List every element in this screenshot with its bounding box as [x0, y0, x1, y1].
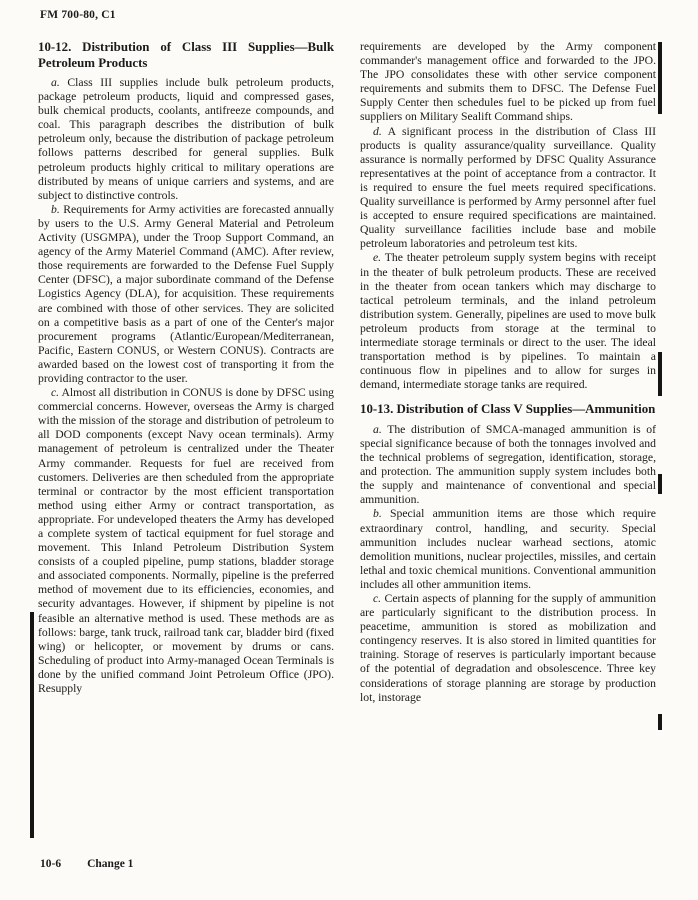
change-bar-right-1 [658, 42, 662, 114]
change-bar-right-4 [658, 714, 662, 730]
paragraph-10-13-b [360, 507, 656, 592]
running-header: FM 700-80, C1 [40, 9, 116, 21]
paragraph-text: Special ammunition items are those which require extraordinary control, handling, and security. Special ammunition includes nuclear warhead sections, atomic demolition munitions, nuclear projectiles, missiles, and certain lethal and toxic chemical munitions. Conventional ammunition includes all other ammunition items. [360, 507, 656, 591]
paragraph-text: The theater petroleum supply system begins with receipt in the theater of bulk petroleum products. These are received in the theater from ocean tankers which may discharge to tactical petroleum terminals, and the inland petroleum distribution system. Generally, pipelines are used to move bulk petroleum products from storage at the terminal to intermediate storage terminals or direct to the user. The ideal transportation method is by pipelines. To maintain a continuous flow in pipelines and to allow for surges in demand, intermediate storage tanks are required. [360, 251, 656, 392]
paragraph-10-12-d [360, 125, 656, 252]
change-note: Change 1 [87, 858, 134, 870]
paragraph-text: The distribution of SMCA-managed ammunition is of special significance because of both the tonnages involved and the technical problems of segregation, identification, storage, and protection. The ammunition supply system includes both the supply and maintenance of conventional and special ammunition. [360, 422, 656, 507]
paragraph-10-12-c [38, 386, 334, 696]
paragraph-10-12-e [360, 251, 656, 392]
paragraph-label: c. [373, 591, 382, 605]
paragraph-10-13-c [360, 592, 656, 705]
right-column [360, 40, 656, 705]
paragraph-label: e. [373, 251, 382, 265]
paragraph-10-12-b [38, 203, 334, 386]
text-columns [38, 40, 656, 705]
paragraph-label: a. [373, 422, 382, 436]
change-bar-right-3 [658, 474, 662, 494]
paragraph-label: b. [373, 507, 382, 521]
paragraph-text: Certain aspects of planning for the supply of ammunition are particularly significant to the distribution process. In peacetime, ammunition is stored as mobilization and contingency reserves. It is also stored in limited quantities for training. Storage of reserves is particularly important because of the potential of degradation and obsolescence. Three key considerations of storage planning are storage by production lot, instorage [360, 591, 656, 704]
paragraph-10-12-a [38, 76, 334, 203]
paragraph-10-12-c-continuation: requirements are developed by the Army component commander's management office and forwarded to the JPO. The JPO consolidates these with other service component requirements and submits them to DFSC. The Defense Fuel Supply Center then schedules fuel to be picked up from fuel suppliers on Military Sealift Command ships. [360, 40, 656, 124]
paragraph-label: b. [51, 202, 60, 216]
paragraph-label: c. [51, 386, 60, 400]
paragraph-text: Class III supplies include bulk petroleum products, package petroleum products, liquid and compressed gases, bulk chemical products, coolants, antifreeze compounds, and coal. This paragraph describes the distribution of bulk petroleum only, because the distribution of package petroleum follows patterns described for general supplies. Bulk petroleum products highly critical to military operations are distributed by means of unique carriers and systems, and are subject to distinctive controls. [38, 76, 335, 202]
change-bar-right-2 [658, 352, 662, 396]
section-heading-10-13: 10-13. Distribution of Class V Supplies—Ammunition [360, 402, 656, 417]
change-bar-left [30, 612, 34, 838]
section-heading-10-12: 10-12. Distribution of Class III Supplies—Bulk Petroleum Products [38, 40, 334, 70]
paragraph-10-13-a [360, 423, 656, 508]
paragraph-text: Requirements for Army activities are forecasted annually by users to the U.S. Army General Material and Petroleum Activity (USGMPA), under the Troop Support Command, an agency of the Army Materiel Command (AMC). After review, those requirements are forwarded to the Defense Fuel Supply Center (DFSC), a major subordinate command of the Defense Logistics Agency (DLA), for acquisition. These requirements are combined with those of other services. They are solicited on a competitive basis as a part of one of the Center's major procurement programs (Atlantic/European/Mediterranean, Pacific, Eastern CONUS, or Western CONUS). Contracts are awarded based on the lowest cost of transporting it from the providing contractor to the user. [38, 202, 334, 385]
page-footer [40, 858, 133, 870]
paragraph-label: a. [51, 76, 60, 89]
paragraph-label: d. [373, 124, 382, 138]
paragraph-text: Almost all distribution in CONUS is done by DFSC using commercial concerns. However, overseas the Army is charged with the mission of the storage and distribution of petroleum to all DOD components (except Navy ocean terminals). Army management of petroleum is centralized under the Theater Army commander. Requests for fuel are received from customers. Deliveries are then scheduled from the appropriate terminal or contractor by the most efficient transportation method using either Army or contract transportation, as appropriate. For undeveloped theaters the Army has developed a complete system of tactical equipment for fuel storage and movement. This Inland Petroleum Distribution System consists of a coupled pipeline, pump stations, bladder storage and associated components. Normally, pipeline is the preferred method of movement due to its efficiencies, economies, and security advantages. However, if shipment by pipeline is not feasible an alternative method is used. These methods are as follows: barge, tank truck, railroad tank car, bladder bird (fixed wing) or helicopter, or movement by drums or cans. Scheduling of product into Army-managed Ocean Terminals is done by the unified command Joint Petroleum Office (JPO). Resupply [38, 386, 335, 696]
paragraph-text: A significant process in the distribution of Class III products is quality assurance/quality surveillance. Quality assurance is normally performed by DFSC Quality Assurance representatives at the point of acceptance from a contractor. It is required to ensure the fuel meets required specifications. Quality surveillance is performed by Army personnel after fuel is accepted to ensure required specifications are maintained. Quality surveillance facilities include base and mobile petroleum laboratories and petroleum test kits. [360, 124, 657, 251]
left-column [38, 40, 334, 705]
page-number: 10-6 [40, 858, 62, 870]
